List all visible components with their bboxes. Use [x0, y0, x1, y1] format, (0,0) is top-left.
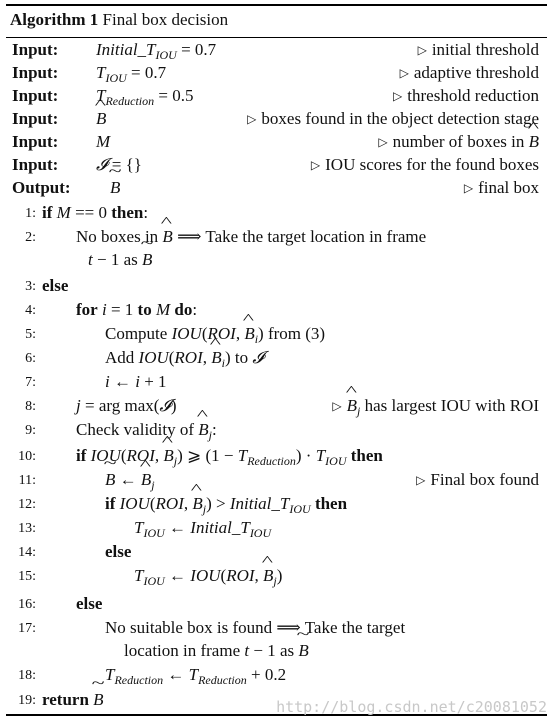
io-expression: $T_{IOU} = 0.7$: [96, 63, 167, 85]
algorithm-line: [6, 542, 547, 564]
algorithm-line: [6, 641, 547, 663]
line-number: 18:: [18, 668, 36, 683]
line-code: Compute IOU(ROI, ^ $B_i$) from (3): [105, 324, 325, 344]
line-code: j = arg max(𝓘): [76, 396, 177, 415]
io-label: Input:: [12, 132, 59, 151]
line-comment: ▷ Final box found: [416, 470, 539, 489]
line-number: 17:: [18, 621, 36, 636]
algorithm-line: [6, 348, 547, 370]
line-code: else: [76, 594, 103, 613]
io-expression: ~ B: [110, 178, 120, 198]
io-comment: ▷ number of boxes in ^ B: [378, 132, 539, 152]
algorithm-line: [6, 300, 547, 322]
title-rule: [6, 37, 547, 38]
io-expression: ^ B: [96, 109, 106, 129]
algorithm-line: [6, 276, 547, 298]
line-number: 13:: [18, 521, 36, 536]
line-number: 8:: [25, 399, 36, 414]
line-comment: ▷^ $B_j$ has largest IOU with ROI: [332, 396, 539, 416]
line-code: ~ B ← ^ $B_j$: [105, 470, 155, 490]
io-label: Input:: [12, 109, 59, 128]
io-comment: ▷ initial threshold: [417, 40, 539, 59]
line-code: No suitable box is found ⟹ Take the target: [105, 618, 406, 637]
watermark: http://blog.csdn.net/c20081052: [276, 698, 547, 716]
io-expression: $Initial\_T_{IOU} = 0.7$: [96, 40, 217, 62]
output-row: [6, 178, 547, 200]
comment-triangle-icon: ▷: [332, 399, 342, 413]
algorithm-title: [10, 10, 228, 30]
line-code: $T_{Reduction}$ ← $T_{Reduction} + 0.2$: [105, 665, 287, 687]
input-row: [6, 132, 547, 154]
line-code: if IOU(ROI, ^ $B_j$) > $Initial\_T_{IOU}$ then: [105, 494, 347, 514]
algorithm-line: [6, 618, 547, 640]
io-comment: ▷ final box: [463, 178, 539, 197]
line-code: $T_{IOU}$ ← IOU(ROI, ^ $B_j$): [134, 566, 282, 586]
comment-triangle-icon: ▷: [393, 89, 403, 103]
line-number: 15:: [18, 569, 36, 584]
input-row: [6, 155, 547, 177]
line-number: 10:: [18, 449, 36, 464]
line-number: 5:: [25, 327, 36, 342]
io-label: Input:: [12, 40, 59, 59]
line-number: 19:: [18, 693, 36, 708]
algorithm-line: [6, 470, 547, 492]
io-expression: $T_{Reduction} = 0.5$: [96, 86, 194, 108]
algorithm-line: [6, 594, 547, 616]
input-row: [6, 63, 547, 85]
algorithm-line: [6, 324, 547, 346]
line-code: i ← i + 1: [105, 372, 167, 391]
io-label: Output:: [12, 178, 71, 197]
algorithm-line: [6, 203, 547, 225]
algorithm-line: [6, 446, 547, 468]
algorithm-label: Algorithm 1: [10, 10, 99, 29]
algorithm-line: [6, 420, 547, 442]
comment-triangle-icon: ▷: [417, 43, 427, 57]
line-number: 14:: [18, 545, 36, 560]
line-code: No boxes in ^ B ⟹ Take the target location in frame: [76, 227, 426, 247]
algorithm-line: [6, 372, 547, 394]
input-row: [6, 86, 547, 108]
io-comment: ▷ IOU scores for the found boxes: [310, 155, 539, 174]
input-row: [6, 40, 547, 62]
comment-triangle-icon: ▷: [463, 181, 474, 195]
io-label: Input:: [12, 155, 59, 174]
comment-triangle-icon: ▷: [378, 135, 388, 149]
line-number: 4:: [25, 303, 36, 318]
line-number: 7:: [25, 375, 36, 390]
line-code: Add IOU(ROI, ^ $B_i$) to 𝓘: [105, 348, 264, 368]
line-code: t − 1 as ~ B: [88, 250, 152, 270]
io-label: Input:: [12, 63, 59, 82]
line-code: else: [42, 276, 69, 295]
algorithm-line: [6, 227, 547, 249]
input-row: [6, 109, 547, 131]
io-expression: M: [96, 132, 111, 151]
algorithm-line: [6, 494, 547, 516]
comment-triangle-icon: ▷: [416, 473, 426, 487]
line-number: 11:: [18, 473, 36, 488]
io-comment: ▷ adaptive threshold: [399, 63, 539, 82]
algorithm-line: [6, 566, 547, 588]
line-number: 3:: [25, 279, 36, 294]
io-label: Input:: [12, 86, 59, 105]
algorithm-name: Final box decision: [102, 10, 229, 29]
io-comment: ▷ threshold reduction: [393, 86, 539, 105]
line-code: return ~ B: [42, 690, 104, 710]
comment-triangle-icon: ▷: [247, 112, 257, 126]
algorithm-line: [6, 665, 547, 687]
line-number: 12:: [18, 497, 36, 512]
line-number: 16:: [18, 597, 36, 612]
line-code: else: [105, 542, 132, 561]
algorithm-line: [6, 250, 547, 272]
line-code: if IOU(ROI, ^ $B_j$) ⩾ $(1 - T_{Reduction}) \cdot T_{IOU}$ then: [76, 446, 383, 466]
top-rule: [6, 4, 547, 6]
algorithm-line: [6, 518, 547, 540]
line-code: for i = 1 to M do:: [76, 300, 198, 319]
line-number: 2:: [25, 230, 36, 245]
algorithm-line: [6, 396, 547, 418]
algorithm-box: [6, 4, 547, 716]
io-comment: ▷ boxes found in the object detection stage: [247, 109, 539, 128]
line-code: location in frame t − 1 as ~ B: [124, 641, 309, 661]
line-number: 6:: [25, 351, 36, 366]
line-code: Check validity of ^ $B_j$:: [76, 420, 217, 440]
line-code: if M == 0 then:: [42, 203, 149, 222]
line-number: 9:: [25, 423, 36, 438]
comment-triangle-icon: ▷: [310, 158, 321, 172]
line-code: $T_{IOU}$ ← $Initial\_T_{IOU}$: [134, 518, 272, 540]
line-number: 1:: [25, 206, 36, 221]
io-expression: 𝓘 = {}: [96, 155, 142, 174]
comment-triangle-icon: ▷: [399, 66, 409, 80]
